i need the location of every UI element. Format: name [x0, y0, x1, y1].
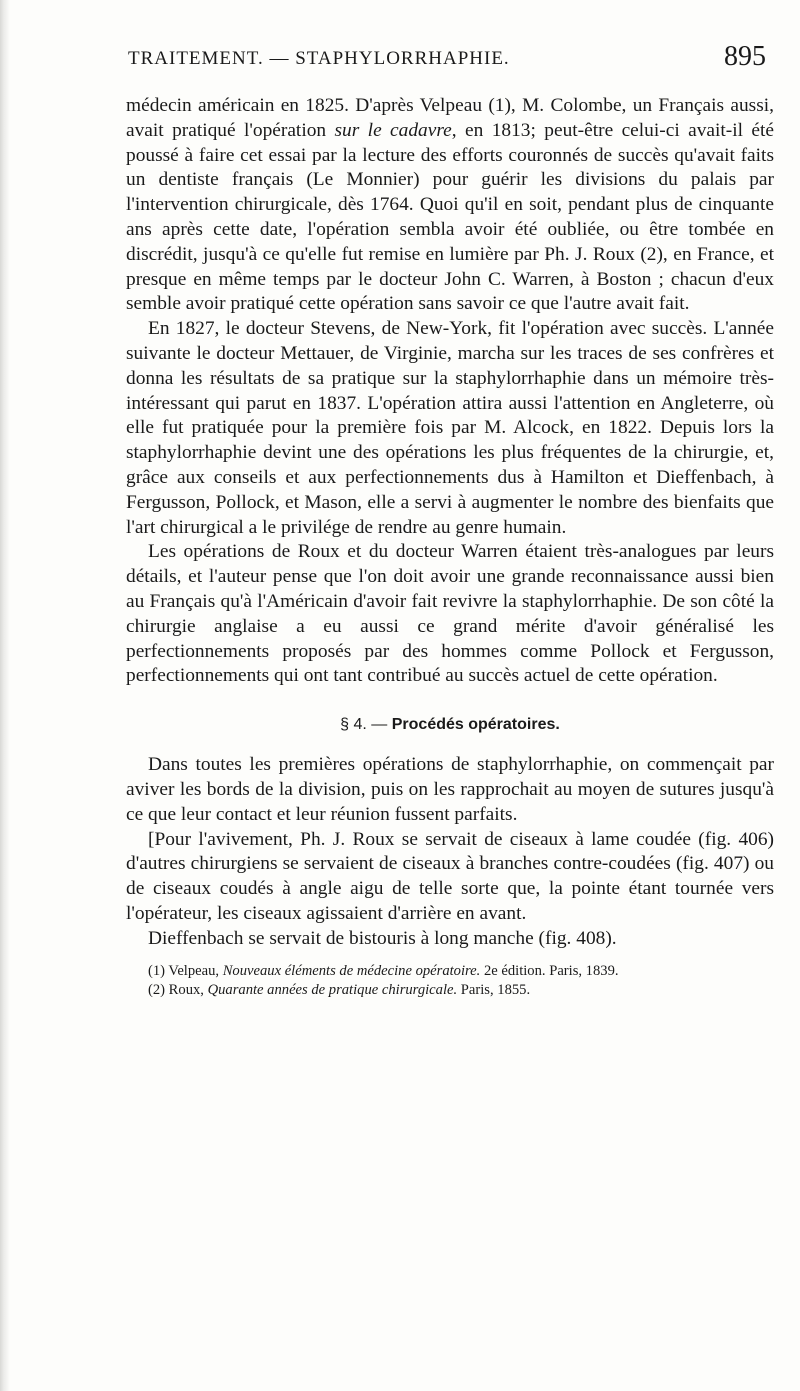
italic-text: sur le cadavre	[334, 119, 452, 141]
main-text	[126, 94, 774, 1000]
section-title: Procédés opératoires.	[391, 716, 560, 734]
body-paragraphs	[126, 94, 774, 689]
footnote	[126, 981, 774, 1000]
paragraph	[126, 927, 774, 952]
footnote	[126, 962, 774, 981]
paragraph	[126, 828, 774, 927]
section-paragraphs	[126, 753, 774, 951]
text-run: (1) Velpeau,	[148, 962, 223, 979]
paragraph	[126, 540, 774, 689]
running-head: TRAITEMENT. — STAPHYLORRHAPHIE.	[128, 48, 510, 69]
text-run: Dans toutes les premières opérations de staphylorrhaphie, on commençait par aviver les bords de la division, puis on les rapprochait au moyen de sutures jusqu'à ce que leur contact et leur réunion fussent parfaits.	[126, 754, 774, 825]
text-run: Dieffenbach se servait de bistouris à long manche (fig. 408).	[148, 927, 617, 949]
italic-text: Quarante années de pratique chirurgicale.	[207, 981, 458, 998]
text-run: 2e édition. Paris, 1839.	[480, 962, 619, 979]
section-heading	[126, 715, 774, 735]
text-run: En 1827, le docteur Stevens, de New-York, fit l'opération avec succès. L'année suivante le docteur Mettauer, de Virginie, marcha sur les traces de ses confrères et donna les résultats de sa pratique sur la staphylorrhaphie dans un mémoire très-intéressant qui parut en 1837. L'opération attira aussi l'attention en Angleterre, où elle fut pratiquée pour la première fois par M. Alcock, en 1822. Depuis lors la staphylorrhaphie devint une des opérations les plus fréquentes de la chirurgie, et, grâce aux conseils et aux perfectionnements dus à Hamilton et Dieffenbach, à Fergusson, Pollock, et Mason, elle a servi à augmenter le nombre des bienfaits que l'art chirurgical a le privilége de rendre au genre humain.	[126, 318, 774, 538]
page-header	[128, 40, 778, 80]
page-number: 895	[724, 41, 766, 72]
text-run: , en 1813; peut-être celui-ci avait-il été poussé à faire cet essai par la lecture des efforts couronnés de succès qu'avait faits un dentiste français (Le Monnier) pour guérir les divisions du palais par l'intervention chirurgicale, dès 1764. Quoi qu'il en soit, pendant plus de cinquante ans après cette date, l'opération sembla avoir été oubliée, ou être tombée en discrédit, jusqu'à ce qu'elle fut remise en lumière par Ph. J. Roux (2), en France, et presque en même temps par le docteur John C. Warren, à Boston ; chacun d'eux semble avoir pratiqué cette opération sans savoir ce que l'autre avait fait.	[126, 119, 774, 315]
paragraph	[126, 753, 774, 827]
text-run: [Pour l'avivement, Ph. J. Roux se servait de ciseaux à lame coudée (fig. 406) d'autres chirurgiens se servaient de ciseaux à branches contre-coudées (fig. 407) ou de ciseaux coudés à angle aigu de telle sorte que, la pointe étant tournée vers l'opérateur, les ciseaux agissaient d'arrière en avant.	[126, 828, 774, 924]
footnotes	[126, 962, 774, 1000]
text-run: (2) Roux,	[148, 981, 208, 998]
section-number: § 4. —	[340, 716, 388, 734]
text-run: Paris, 1855.	[457, 981, 531, 998]
text-run: Les opérations de Roux et du docteur Warren étaient très-analogues par leurs détails, et l'auteur pense que l'on doit avoir une grande reconnaissance aussi bien au Français qu'à l'Américain d'avoir fait revivre la staphylorrhaphie. De son côté la chirurgie anglaise a eu aussi ce grand mérite d'avoir généralisé les perfectionnements proposés par des hommes comme Pollock et Fergusson, perfectionnements qui ont tant contribué au succès actuel de cette opération.	[126, 541, 774, 687]
paragraph	[126, 317, 774, 540]
page-binding-shadow	[0, 0, 10, 1391]
text-run: médecin américain en 1825. D'après Velpeau (1), M. Colombe, un Français aussi, avait pratiqué l'opération	[126, 95, 774, 141]
italic-text: Nouveaux éléments de médecine opératoire.	[222, 962, 481, 979]
paragraph	[126, 94, 774, 317]
